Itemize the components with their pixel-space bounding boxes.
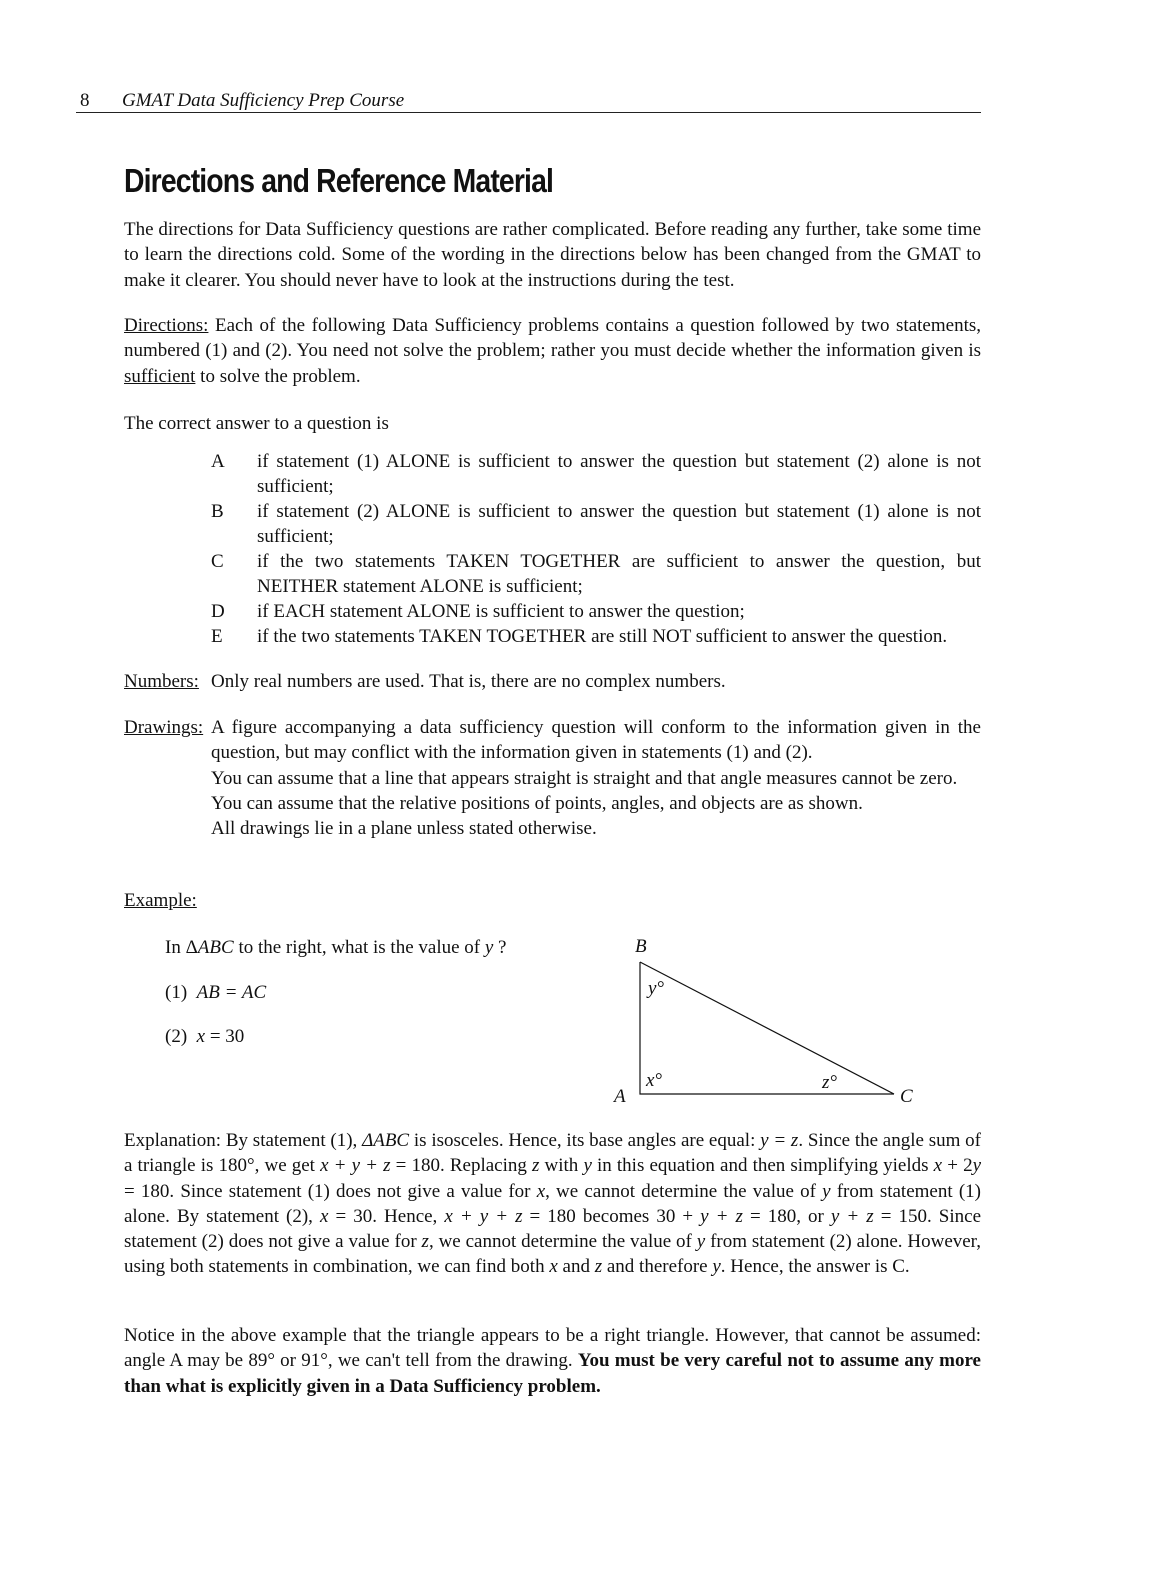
notice-text: Notice in the above example that the triangle appears to be a right triangle. However, that cannot be assumed: angle A may be 89° or 91°, we can't tell from the drawing.: [124, 1325, 981, 1372]
choice-letter: B: [211, 501, 224, 522]
explanation-math: x + y + z: [320, 1155, 391, 1177]
explanation-math: y: [712, 1256, 721, 1278]
explanation-math: y: [583, 1155, 592, 1177]
choice-text: if the two statements TAKEN TOGETHER are sufficient to answer the question, but NEITHER statement ALONE is sufficient;: [257, 551, 981, 598]
drawings-line: You can assume that the relative positions of points, angles, and objects are as shown.: [211, 792, 863, 814]
vertex-a-label: A: [614, 1086, 626, 1107]
explanation-math: y + z: [830, 1205, 874, 1227]
explanation-text: is isosceles. Hence, its base angles are equal:: [409, 1130, 761, 1151]
explanation-text: and: [557, 1256, 595, 1278]
triangle-figure: [600, 930, 930, 1120]
example-statement-1: [165, 980, 266, 1005]
section-title: Directions and Reference Material: [124, 162, 554, 199]
explanation-text: from statement (2) alone. However, using both statements in combination, we can find both: [124, 1231, 981, 1278]
page-header: [76, 88, 981, 113]
numbers-label: Numbers:: [124, 671, 199, 692]
explanation-math: z: [594, 1256, 603, 1278]
notice-paragraph: [124, 1323, 981, 1399]
explanation-math: x: [549, 1256, 558, 1278]
explanation-math: ΔABC: [362, 1130, 410, 1151]
drawings-label: Drawings:: [124, 717, 204, 738]
choice-letter: C: [211, 551, 224, 572]
example-label: Example:: [124, 890, 197, 911]
drawings-line: You can assume that a line that appears straight is straight and that angle measures cannot be zero.: [211, 767, 958, 789]
correct-answer-intro: The correct answer to a question is: [124, 413, 389, 434]
explanation-text: . Since the angle sum of a triangle is 180°, we get: [124, 1130, 981, 1177]
choice-text: if statement (2) ALONE is sufficient to answer the question but statement (1) alone is not sufficient;: [257, 501, 981, 548]
example-question: [165, 935, 506, 960]
explanation-math: y: [696, 1231, 706, 1253]
explanation-text: = 180 becomes 30 +: [522, 1205, 701, 1227]
explanation-text: in this equation and then simplifying yields: [591, 1155, 934, 1177]
directions-label: Directions:: [124, 315, 209, 336]
explanation-math: x: [536, 1180, 546, 1202]
statement-number: (1): [165, 982, 188, 1003]
statement-number: (2): [165, 1026, 188, 1047]
explanation-text: = 150. Since statement (2) does not give a value for: [124, 1205, 981, 1253]
vertex-c-label: C: [900, 1086, 913, 1107]
statement-text: = 30: [205, 1026, 245, 1047]
drawings-line: All drawings lie in a plane unless stated otherwise.: [211, 818, 597, 840]
drawings-line: A figure accompanying a data sufficiency question will conform to the information given in the question, but may conflict with the information given in statements (1) and (2).: [211, 717, 981, 764]
explanation-math: y = z: [760, 1130, 799, 1151]
explanation-math: z: [421, 1231, 429, 1253]
explanation-text: from statement (1) alone. By statement (2),: [124, 1180, 981, 1227]
intro-paragraph: The directions for Data Sufficiency questions are rather complicated. Before reading any further, take some time to learn the directions cold. Some of the wording in the directions below has been changed from the GMAT to make it clearer. You should never have to look at the instructions during the test.: [124, 219, 981, 291]
question-text: to the right, what is the value of: [233, 937, 485, 958]
explanation-text: and therefore: [602, 1256, 713, 1278]
angle-y-label: y°: [648, 978, 665, 999]
explanation-text: , we cannot determine the value of: [545, 1180, 823, 1202]
directions-text-2: to solve the problem.: [195, 365, 361, 387]
explanation-math: y: [972, 1155, 982, 1177]
choice-letter: E: [211, 626, 223, 647]
explanation-text: , we cannot determine the value of: [428, 1231, 697, 1253]
notice-bold-text: You must be very careful not to assume any more than what is explicitly given in a Data Sufficiency problem.: [124, 1350, 981, 1397]
explanation-text: + 2: [942, 1155, 973, 1177]
choice-letter: D: [211, 601, 225, 622]
explanation-math: x: [933, 1155, 943, 1177]
angle-x-label: x°: [646, 1070, 663, 1091]
explanation-text: . Hence, the answer is C.: [720, 1256, 910, 1278]
angle-z-label: z°: [822, 1072, 837, 1093]
directions-paragraph: [124, 313, 981, 389]
explanation-paragraph: [124, 1128, 981, 1280]
explanation-text: = 180, or: [742, 1205, 831, 1227]
explanation-math: x: [319, 1205, 329, 1227]
explanation-math: y + z: [700, 1205, 743, 1227]
statement-text: AB = AC: [196, 982, 267, 1003]
choice-text: if EACH statement ALONE is sufficient to answer the question;: [257, 601, 745, 622]
question-triangle: ABC: [197, 937, 234, 958]
choice-letter: A: [211, 451, 225, 472]
question-text: ?: [493, 937, 507, 958]
explanation-text: Explanation: By statement (1),: [124, 1130, 363, 1151]
numbers-text: Only real numbers are used. That is, there are no complex numbers.: [211, 671, 726, 692]
triangle-side-bc: [640, 962, 894, 1094]
drawings-text: [211, 715, 981, 841]
directions-underlined: sufficient: [124, 365, 196, 387]
choice-text: if the two statements TAKEN TOGETHER are still NOT sufficient to answer the question.: [257, 626, 948, 647]
question-text: In Δ: [165, 937, 198, 958]
directions-text-1: Each of the following Data Sufficiency problems contains a question followed by two statements, numbered (1) and (2). You need not solve the problem; rather you must decide whether the information given is: [124, 315, 981, 362]
vertex-b-label: B: [635, 936, 647, 957]
choice-text: if statement (1) ALONE is sufficient to answer the question but statement (2) alone is not sufficient;: [257, 451, 981, 498]
running-title: GMAT Data Sufficiency Prep Course: [122, 90, 405, 111]
example-statement-2: [165, 1024, 244, 1049]
explanation-math: z: [532, 1155, 540, 1177]
explanation-text: = 180. Replacing: [390, 1155, 532, 1177]
statement-variable: x: [196, 1026, 206, 1047]
explanation-text: = 30. Hence,: [328, 1205, 445, 1227]
page-number: 8: [80, 90, 90, 111]
explanation-text: = 180. Since statement (1) does not give a value for: [124, 1180, 537, 1202]
question-variable: y: [484, 937, 494, 958]
explanation-math: x + y + z: [444, 1205, 523, 1227]
explanation-text: with: [539, 1155, 584, 1177]
explanation-math: y: [822, 1180, 831, 1202]
